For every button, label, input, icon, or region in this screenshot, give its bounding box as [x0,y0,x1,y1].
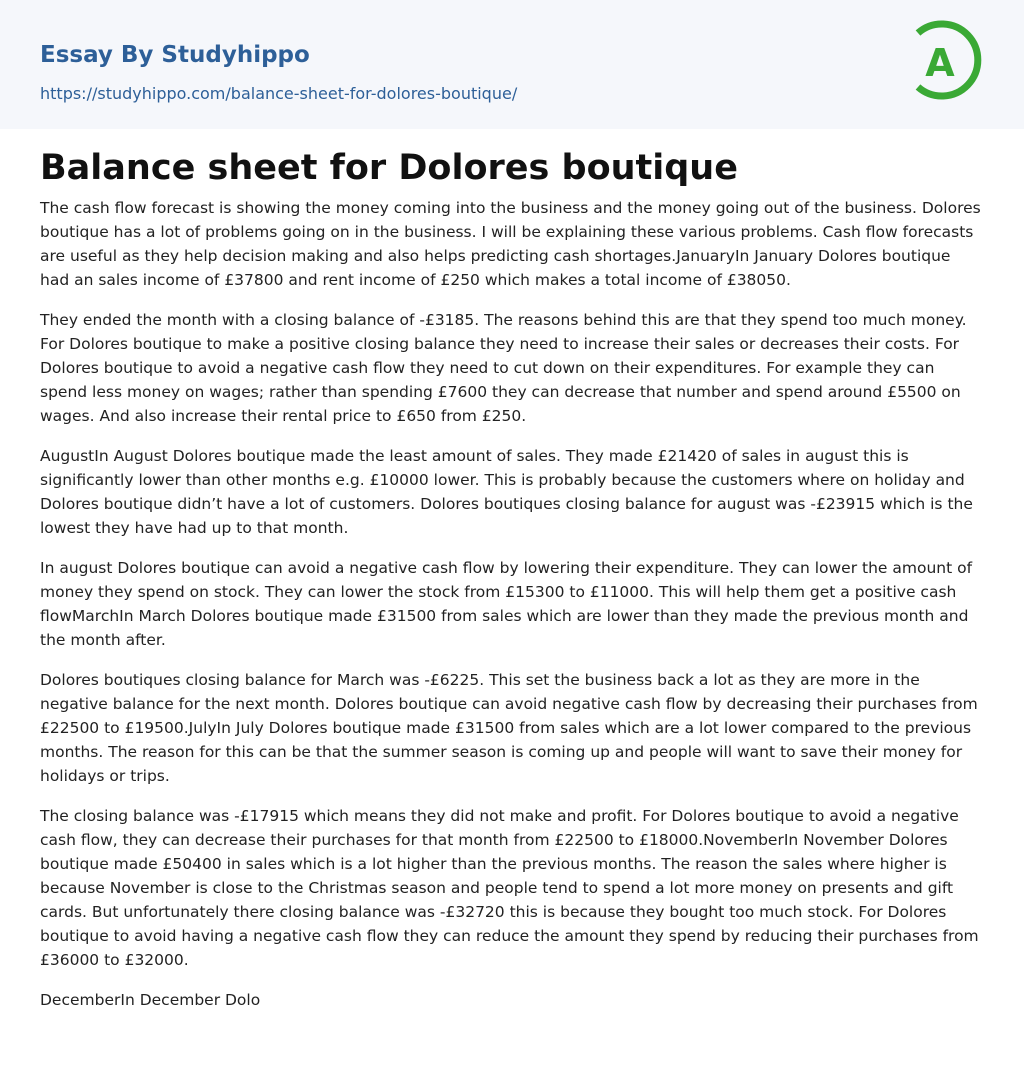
article-paragraph-3: AugustIn August Dolores boutique made the least amount of sales. They made £21420 of sales in august this is significantly lower than other months e.g. £10000 lower. This is probably because the customers where on holiday and Dolores boutique didn’t have a lot of customers. Dolores boutiques closing balance for august was -£23915 which is the lowest they have had up to that month. [40,447,973,537]
studyhippo-logo-icon[interactable] [910,18,988,106]
article-paragraph-2: They ended the month with a closing balance of -£3185. The reasons behind this are that they spend too much money. For Dolores boutique to make a positive closing balance they need to increase their sales or decreases their costs. For Dolores boutique to avoid a negative cash flow they need to cut down on their expenditures. For example they can spend less money on wages; rather than spending £7600 they can decrease that number and spend around £5500 on wages. And also increase their rental price to £650 from £250. [40,311,967,425]
article-paragraph-7: DecemberIn December Dolo [40,991,261,1009]
essay-url-link[interactable]: https://studyhippo.com/balance-sheet-for-dolores-boutique/ [40,84,518,103]
article-paragraph-4: In august Dolores boutique can avoid a negative cash flow by lowering their expenditure. They can lower the amount of money they spend on stock. They can lower the stock from £15300 to £11000. This will help them get a positive cash flowMarchIn March Dolores boutique made £31500 from sales which are lower than they made the previous month and the month after. [40,559,973,649]
article-paragraph-1: The cash flow forecast is showing the money coming into the business and the money going out of the business. Dolores boutique has a lot of problems going on in the business. I will be explaining these various problems. Cash flow forecasts are useful as they help decision making and also helps predicting cash shortages.JanuaryIn January Dolores boutique had an sales income of £37800 and rent income of £250 which makes a total income of £38050. [40,199,981,289]
page-title: Balance sheet for Dolores boutique [40,148,738,188]
article-paragraph-5: Dolores boutiques closing balance for March was -£6225. This set the business back a lot as they are more in the negative balance for the next month. Dolores boutique can avoid negative cash flow by decreasing their purchases from £22500 to £19500.JulyIn July Dolores boutique made £31500 from sales which are a lot lower compared to the previous months. The reason for this can be that the summer season is coming up and people will want to save their money for holidays or trips. [40,671,978,785]
article-paragraph-6: The closing balance was -£17915 which means they did not make and profit. For Dolores boutique to avoid a negative cash flow, they can decrease their purchases for that month from £22500 to £18000.NovemberIn November Dolores boutique made £50400 in sales which is a lot higher than the previous months. The reason the sales where higher is because November is close to the Christmas season and people tend to spend a lot more money on presents and gift cards. But unfortunately there closing balance was -£32720 this is because they bought too much stock. For Dolores boutique to avoid having a negative cash flow they can reduce the amount they spend by reducing their purchases from £36000 to £32000. [40,807,979,969]
site-brand[interactable]: Essay By Studyhippo [40,42,310,68]
article [40,146,984,1028]
site-header [0,0,1024,129]
logo-letter: A [925,41,955,85]
